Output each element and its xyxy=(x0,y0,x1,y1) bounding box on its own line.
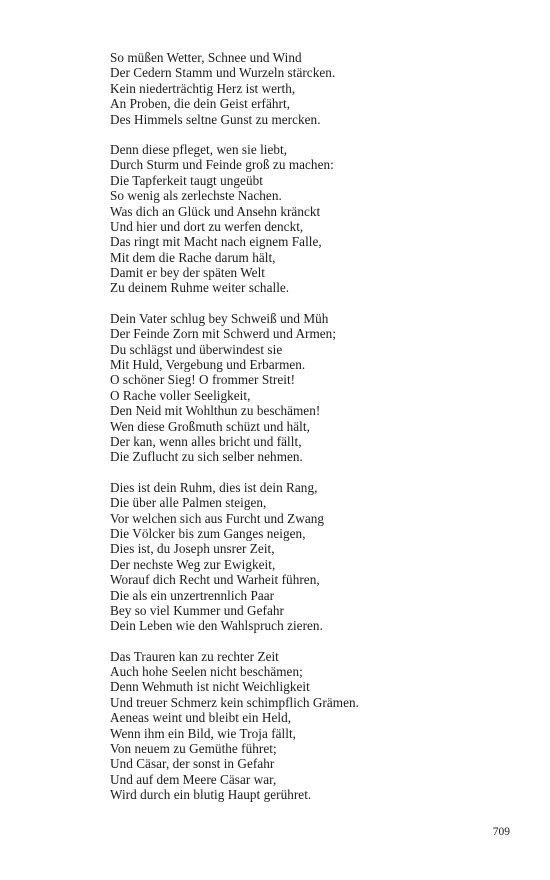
verse-line: Wird durch ein blutig Haupt gerühret. xyxy=(110,787,312,803)
verse-line: Der kan, wenn alles bricht und fällt, xyxy=(110,433,302,449)
verse-line: Der Feinde Zorn mit Schwerd und Armen; xyxy=(110,326,337,342)
verse-line: Die Völcker bis zum Ganges neigen, xyxy=(110,525,306,541)
verse-line: Des Himmels seltne Gunst zu mercken. xyxy=(110,111,321,127)
verse-line: Die Tapferkeit taugt ungeübt xyxy=(110,172,263,188)
verse-line: Du schlägst und überwindest sie xyxy=(110,341,283,357)
verse-line: Was dich an Glück und Ansehn kränckt xyxy=(110,203,321,219)
verse-line: Von neuem zu Gemüthe führet; xyxy=(110,741,277,757)
stanza xyxy=(110,311,510,465)
verse-line: O schöner Sieg! O frommer Streit! xyxy=(110,372,296,388)
verse-line: Worauf dich Recht und Warheit führen, xyxy=(110,572,320,588)
verse-line: Kein niederträchtig Herz ist werth, xyxy=(110,80,296,96)
verse-line: Wen diese Großmuth schüzt und hält, xyxy=(110,418,310,434)
verse-line: Dein Leben wie den Wahlspruch zieren. xyxy=(110,618,323,634)
verse-line: Die als ein unzertrennlich Paar xyxy=(110,587,275,603)
verse-line: Wenn ihm ein Bild, wie Troja fällt, xyxy=(110,725,297,741)
verse-line: O Rache voller Seeligkeit, xyxy=(110,387,251,403)
verse-line: Der Cedern Stamm und Wurzeln stärcken. xyxy=(110,65,336,81)
page-number: 709 xyxy=(492,826,510,838)
verse-line: Vor welchen sich aus Furcht und Zwang xyxy=(110,510,325,526)
stanza xyxy=(110,142,510,296)
verse-line: Dies ist dein Ruhm, dies ist dein Rang, xyxy=(110,479,318,495)
verse-line: An Proben, die dein Geist erfährt, xyxy=(110,96,291,112)
verse-line: Damit er bey der späten Welt xyxy=(110,265,265,281)
verse-line: Aeneas weint und bleibt ein Held, xyxy=(110,710,292,726)
verse-line: Denn diese pfleget, wen sie liebt, xyxy=(110,141,288,157)
verse-line: Die Zuflucht zu sich selber nehmen. xyxy=(110,449,303,465)
verse-line: Bey so viel Kummer und Gefahr xyxy=(110,602,284,618)
verse-line: Das Trauren kan zu rechter Zeit xyxy=(110,648,279,664)
verse-line: Den Neid mit Wohlthun zu beschämen! xyxy=(110,403,321,419)
verse-line: Durch Sturm und Feinde groß zu machen: xyxy=(110,157,334,173)
verse-line: Und treuer Schmerz kein schimpflich Grämen. xyxy=(110,694,359,710)
verse-line: Mit dem die Rache darum hält, xyxy=(110,249,276,265)
verse-line: So wenig als zerlechste Nachen. xyxy=(110,188,282,204)
verse-line: So müßen Wetter, Schnee und Wind xyxy=(110,50,302,65)
verse-line: Das ringt mit Macht nach eignem Falle, xyxy=(110,234,322,250)
verse-line: Auch hohe Seelen nicht beschämen; xyxy=(110,664,303,680)
stanza xyxy=(110,649,510,803)
poem-text xyxy=(110,50,510,818)
verse-line: Dein Vater schlug bey Schweiß und Müh xyxy=(110,310,329,326)
verse-line: Dies ist, du Joseph unsrer Zeit, xyxy=(110,541,275,557)
stanza xyxy=(110,480,510,634)
verse-line: Und auf dem Meere Cäsar war, xyxy=(110,771,277,787)
stanza xyxy=(110,50,510,127)
verse-line: Zu deinem Ruhme weiter schalle. xyxy=(110,280,290,296)
verse-line: Die über alle Palmen steigen, xyxy=(110,495,267,511)
verse-line: Der nechste Weg zur Ewigkeit, xyxy=(110,556,276,572)
verse-line: Und hier und dort zu werfen denckt, xyxy=(110,218,304,234)
verse-line: Und Cäsar, der sonst in Gefahr xyxy=(110,756,275,772)
verse-line: Mit Huld, Vergebung und Erbarmen. xyxy=(110,357,306,373)
verse-line: Denn Wehmuth ist nicht Weichligkeit xyxy=(110,679,310,695)
